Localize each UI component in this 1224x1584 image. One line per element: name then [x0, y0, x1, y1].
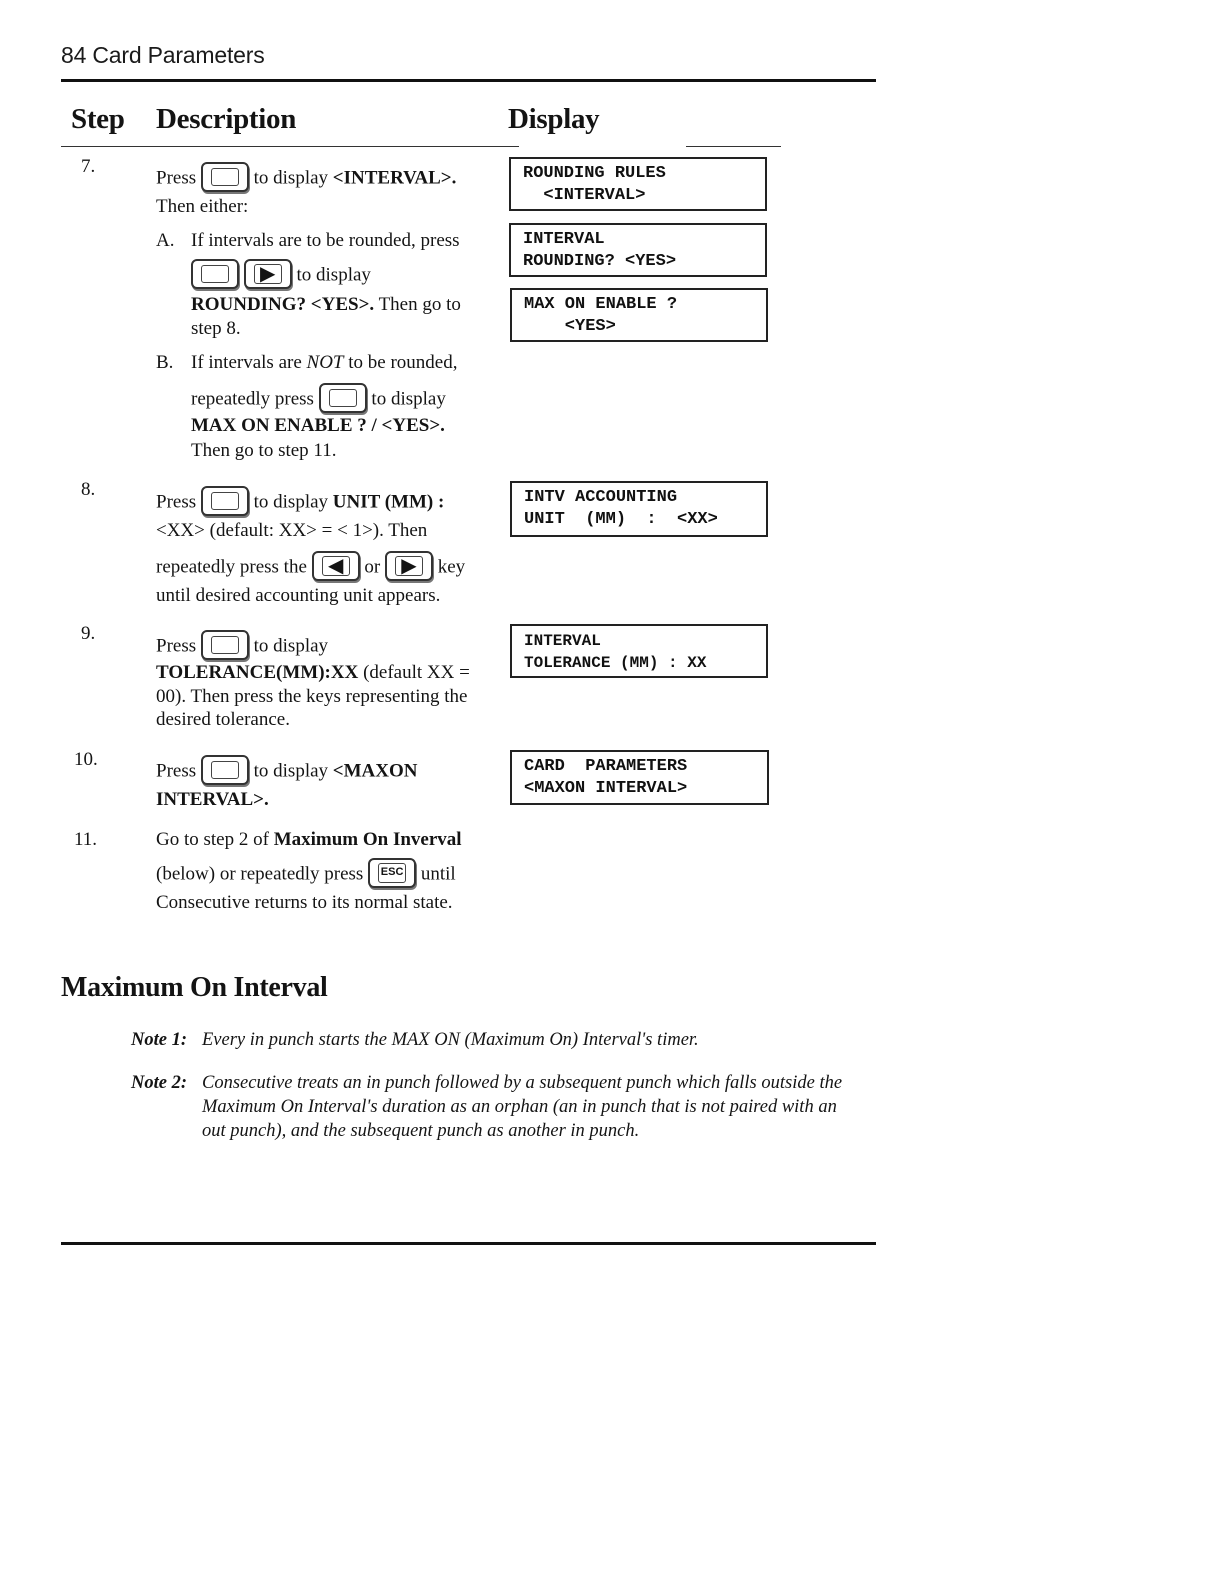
step-number-8: 8. — [81, 479, 96, 500]
step-7a-line-1: If intervals are to be rounded, press — [191, 230, 460, 251]
lcd-line-2: <INTERVAL> — [523, 186, 646, 205]
note-1-label: Note 1: — [131, 1030, 187, 1050]
lcd-line-1: MAX ON ENABLE ? — [524, 295, 678, 314]
column-heading-description: Description — [156, 103, 297, 135]
step-7b-text-post: to be rounded, — [343, 352, 458, 373]
step-number-10: 10. — [74, 749, 98, 770]
step-7a-label: A. — [156, 230, 175, 251]
step-9-line-2 — [156, 661, 470, 685]
step-10-target: <MAXON — [332, 760, 418, 782]
step-7b-line-4: Then go to step 11. — [191, 440, 337, 461]
step-8-line-4: until desired accounting unit appears. — [156, 585, 441, 606]
step-8-to-display: to display — [253, 491, 329, 513]
step-9-press: Press — [156, 635, 197, 657]
step-9-line-4: desired tolerance. — [156, 709, 290, 730]
step-8-line-3 — [156, 555, 465, 581]
step-8-press: Press — [156, 491, 197, 513]
section-title: Maximum On Interval — [61, 972, 328, 1003]
step-9-default: (default XX = — [358, 662, 470, 683]
enter-key-icon — [191, 259, 239, 289]
lcd-display-interval-rounding — [509, 223, 767, 277]
step-11-link-text: Maximum On Inverval — [273, 829, 462, 850]
lcd-line-2: TOLERANCE (MM) : XX — [524, 654, 707, 672]
step-8-line-2: <XX> (default: XX> = < 1>). Then — [156, 520, 428, 541]
lcd-line-1: ROUNDING RULES — [523, 164, 666, 183]
step-7-target: <INTERVAL>. — [332, 167, 457, 189]
enter-key-icon — [201, 630, 249, 660]
step-11-until: until — [420, 863, 456, 885]
lcd-line-1: INTERVAL — [524, 632, 601, 650]
step-11-go-to: Go to step 2 of — [156, 829, 274, 850]
heading-underline-left — [61, 146, 519, 147]
lcd-line-1: INTV ACCOUNTING — [524, 488, 678, 507]
enter-key-icon — [201, 755, 249, 785]
lcd-display-rounding-rules — [509, 157, 767, 211]
footer-rule — [61, 1242, 876, 1245]
step-7-then-either: Then either: — [156, 196, 249, 217]
lcd-line-2: UNIT (MM) : <XX> — [524, 510, 718, 529]
step-7a-to-display: to display — [296, 264, 371, 286]
lcd-line-1: INTERVAL — [523, 230, 605, 249]
note-2-line-3: out punch), and the subsequent punch as another in punch. — [202, 1121, 640, 1141]
page-header: 84 Card Parameters — [61, 42, 265, 68]
step-7-line-1 — [156, 166, 456, 192]
step-7a-then-go: Then go to — [374, 294, 461, 315]
step-7b-to-display: to display — [371, 388, 446, 410]
step-7b-target: MAX ON ENABLE ? / <YES>. — [191, 415, 445, 436]
step-7b-line-1 — [191, 351, 457, 375]
step-9-line-1 — [156, 634, 328, 660]
step-7b-text-pre: If intervals are — [191, 352, 307, 373]
step-10-target-2: INTERVAL>. — [156, 789, 269, 810]
step-8-repeatedly: repeatedly press the — [156, 556, 307, 578]
step-10-line-1 — [156, 759, 418, 785]
lcd-line-2: <MAXON INTERVAL> — [524, 779, 688, 798]
right-arrow-key-icon: ▶ — [385, 551, 433, 581]
step-number-11: 11. — [74, 829, 98, 850]
lcd-line-2: ROUNDING? <YES> — [523, 252, 677, 271]
step-7-to-display: to display — [253, 167, 329, 189]
step-7a-line-2 — [191, 263, 371, 289]
step-7b-repeatedly: repeatedly press — [191, 388, 314, 410]
column-heading-step: Step — [71, 103, 125, 135]
left-arrow-key-icon: ◀ — [312, 551, 360, 581]
lcd-display-card-parameters — [510, 750, 769, 805]
esc-key-icon: ESC — [368, 858, 416, 888]
step-10-line-2 — [156, 788, 269, 812]
step-9-line-3: 00). Then press the keys representing the — [156, 686, 468, 707]
right-arrow-key-icon: ▶ — [244, 259, 292, 289]
lcd-display-interval-tolerance — [510, 624, 768, 678]
lcd-display-max-on-enable — [510, 288, 768, 342]
heading-underline-right — [686, 146, 781, 147]
step-11-line-2 — [156, 862, 456, 888]
note-2-label: Note 2: — [131, 1073, 187, 1093]
lcd-line-2: <YES> — [524, 317, 616, 336]
column-heading-display: Display — [508, 103, 600, 135]
step-7-press: Press — [156, 167, 197, 189]
lcd-line-1: CARD PARAMETERS — [524, 757, 688, 776]
step-9-to-display: to display — [253, 635, 329, 657]
step-number-7: 7. — [81, 156, 96, 177]
lcd-display-intv-accounting — [510, 481, 768, 537]
step-10-press: Press — [156, 760, 197, 782]
step-7b-label: B. — [156, 352, 174, 373]
step-11-line-1 — [156, 828, 462, 852]
step-7b-line-2 — [191, 387, 446, 413]
step-8-line-1 — [156, 490, 444, 516]
step-8-key: key — [437, 556, 466, 578]
step-7b-emphasis: NOT — [306, 352, 344, 373]
step-11-line-3: Consecutive returns to its normal state. — [156, 892, 453, 913]
step-8-target: UNIT (MM) : — [332, 491, 445, 513]
note-2-line-1: Consecutive treats an in punch followed by a subsequent punch which falls outside the — [202, 1073, 843, 1093]
header-rule — [61, 79, 876, 82]
step-8-or: or — [364, 556, 381, 578]
step-9-target: TOLERANCE(MM):XX — [156, 662, 359, 683]
enter-key-icon — [201, 486, 249, 516]
enter-key-icon — [319, 383, 367, 413]
enter-key-icon — [201, 162, 249, 192]
note-1-text: Every in punch starts the MAX ON (Maximum On) Interval's timer. — [202, 1030, 699, 1050]
step-7a-line-3 — [191, 293, 461, 317]
step-11-repeatedly: (below) or repeatedly press — [156, 863, 364, 885]
step-7b-line-3 — [191, 414, 445, 438]
note-2-line-2: Maximum On Interval's duration as an orphan (an in punch that is not paired with an — [202, 1097, 837, 1117]
step-10-to-display: to display — [253, 760, 329, 782]
step-7a-target: ROUNDING? <YES>. — [191, 294, 375, 315]
step-7a-line-4: step 8. — [191, 318, 241, 339]
step-number-9: 9. — [81, 623, 96, 644]
